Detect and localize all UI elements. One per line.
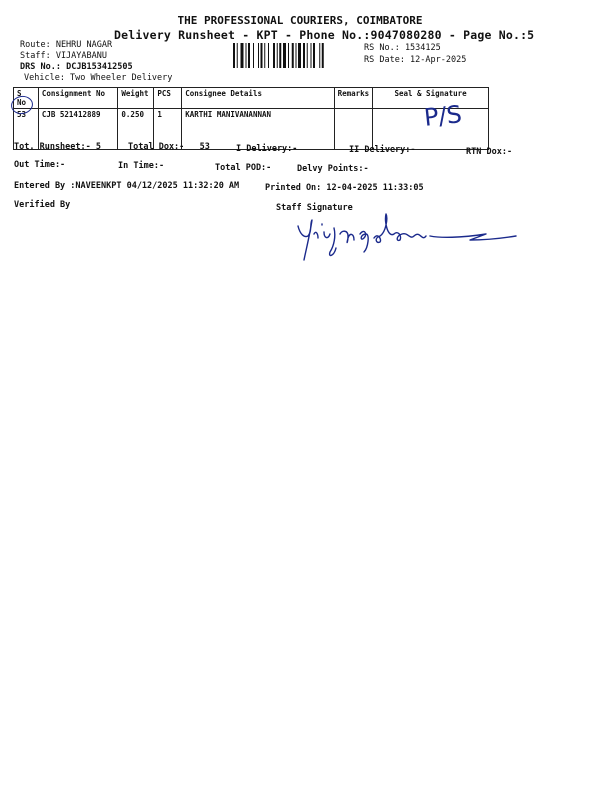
- total-dox-label: Total Dox:-: [128, 142, 185, 152]
- barcode-bar: [296, 43, 297, 68]
- in-time: In Time:-: [118, 161, 165, 171]
- out-time: Out Time:-: [14, 160, 66, 170]
- title-prefix: Delivery Runsheet - KPT - Phone No.:: [114, 28, 371, 42]
- barcode-bar: [273, 43, 275, 68]
- barcode-bar: [241, 43, 244, 68]
- table-header-row: [14, 88, 489, 109]
- barcode-bar: [279, 43, 281, 68]
- barcode-bar: [283, 43, 286, 68]
- barcode-bar: [313, 43, 315, 68]
- vehicle: Vehicle: Two Wheeler Delivery: [24, 73, 173, 83]
- barcode-bar: [288, 43, 289, 68]
- barcode-bar: [303, 43, 305, 68]
- runsheet-title: [114, 28, 534, 42]
- barcode-bar: [264, 43, 265, 68]
- drs-value: DCJB153412505: [66, 62, 133, 72]
- verified-by: Verified By: [14, 200, 71, 210]
- cell-weight: 0.250: [118, 109, 154, 150]
- printed-on: Printed On: 12-04-2025 11:33:05: [265, 183, 424, 193]
- i-delivery: I Delivery:-: [236, 144, 298, 154]
- staff-signature-label: Staff Signature: [276, 203, 353, 213]
- barcode-bar: [322, 43, 324, 68]
- barcode-bar: [237, 43, 238, 68]
- barcode-bar: [292, 43, 294, 68]
- total-pod: Total POD:-: [215, 163, 272, 173]
- cell-sno: 53: [14, 109, 39, 150]
- cell-remarks: [334, 109, 373, 150]
- col-weight: Weight: [118, 88, 154, 109]
- staff: Staff: VIJAYABANU: [20, 51, 107, 61]
- col-remarks: Remarks: [334, 88, 373, 109]
- page-number: - Page No.:5: [441, 28, 535, 42]
- handwritten-ps-mark: P/S: [422, 100, 464, 132]
- staff-signature: [290, 212, 520, 267]
- cell-consignment: CJB 521412889: [38, 109, 118, 150]
- delivery-table: [13, 87, 489, 150]
- barcode-bar: [258, 43, 259, 68]
- rs-date: RS Date: 12-Apr-2025: [364, 55, 467, 65]
- col-seal: Seal & Signature: [373, 88, 489, 109]
- barcode-bar: [233, 43, 235, 68]
- barcode-bar: [248, 43, 250, 68]
- route: Route: NEHRU NAGAR: [20, 40, 113, 50]
- barcode-bar: [319, 43, 320, 68]
- drs-label: DRS No.:: [20, 62, 61, 72]
- rs-number: RS No.: 1534125: [364, 43, 441, 53]
- phone-number: 9047080280: [370, 28, 442, 42]
- rtn-dox: RTN Dox:-: [466, 147, 513, 157]
- barcode-bar: [298, 43, 301, 68]
- barcode-bar: [253, 43, 254, 68]
- barcode-bar: [307, 43, 308, 68]
- total-dox: [128, 142, 210, 152]
- barcode-bar: [277, 43, 278, 68]
- total-runsheet: Tot. Runsheet:- 5: [14, 142, 101, 152]
- delvy-points: Delvy Points:-: [297, 164, 369, 174]
- col-sno: S No: [14, 88, 39, 109]
- company-name: THE PROFESSIONAL COURIERS, COIMBATORE: [177, 14, 423, 27]
- ii-delivery: II Delivery:-: [349, 145, 416, 155]
- cell-consignee: KARTHI MANIVANANNAN: [182, 109, 334, 150]
- barcode-bar: [268, 43, 269, 68]
- col-consignee: Consignee Details: [182, 88, 334, 109]
- barcode-bar: [311, 43, 312, 68]
- barcode: [233, 43, 355, 68]
- col-pcs: PCS: [154, 88, 182, 109]
- barcode-bar: [246, 43, 247, 68]
- col-consignment: Consignment No: [38, 88, 118, 109]
- cell-pcs: 1: [154, 109, 182, 150]
- drs-number: [20, 62, 133, 72]
- total-dox-value: 53: [199, 142, 210, 152]
- entered-by: Entered By :NAVEENKPT 04/12/2025 11:32:20 AM: [14, 181, 240, 191]
- barcode-bar: [261, 43, 263, 68]
